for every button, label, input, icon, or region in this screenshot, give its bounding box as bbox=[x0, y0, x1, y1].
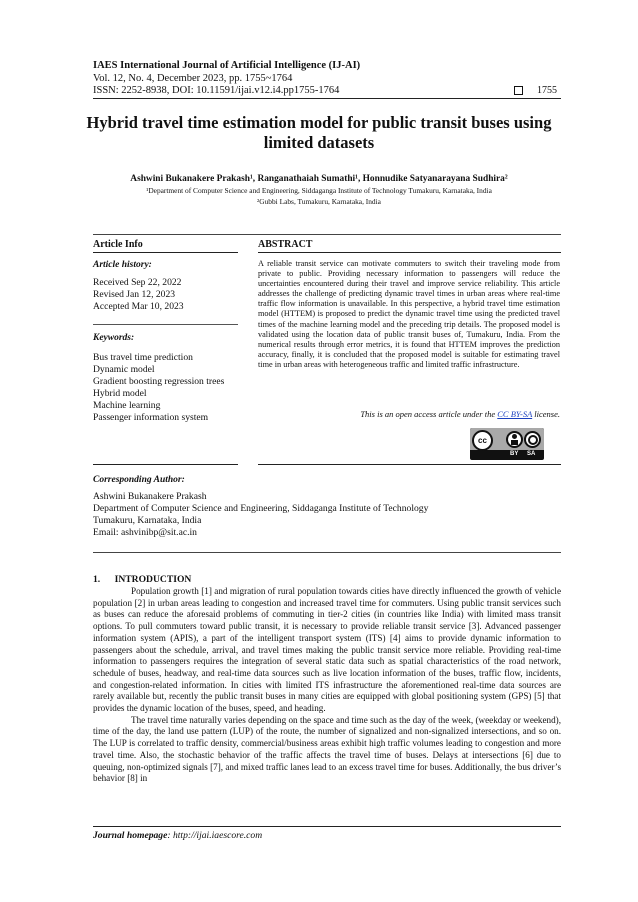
page-reference bbox=[514, 85, 557, 96]
header-rule bbox=[93, 98, 561, 99]
badge-by-label: BY bbox=[510, 451, 519, 457]
journal-header bbox=[93, 60, 360, 98]
intro-paragraph: Population growth [1] and migration of rural population towards cities have directly influenced the growth of vehicle population [2] in urban areas leading to congestion and increased travel time for commuters. Using public transit services such as buses can reduce the aforesaid problems of commuting in tier-2 cities (in countries like India) with limited mass transit options. To pull commuters toward public transit, it is necessary to provide reliable transit service [3]. Advanced passenger information system (APIS), a part of the intelligent transport system (ITS) [4] aims to provide dynamic information to passengers about the schedule, arrival, and travel times making the public transit service more reliable. Providing real-time information to passengers requires the integration of several static data such as spatial characteristics of the road network, schedule of buses, headway, and real-time data sources such as live location information of the buses, traffic flow, incidents, and congestion-related information. In cities with limited ITS infrastructure the aforementioned real-time data sources are rarely available but, recently the public transit buses in many cities are equipped with global positioning system (GPS) [5] that provides the dynamic location of the buses, speed, and heading. bbox=[93, 586, 561, 714]
affiliation-2: ²Gubbi Labs, Tumakuru, Karnataka, India bbox=[257, 197, 381, 206]
keywords-list bbox=[93, 352, 233, 424]
introduction-heading: 1. INTRODUCTION bbox=[93, 574, 192, 585]
keyword-item: Passenger information system bbox=[93, 412, 209, 423]
corresponding-rule bbox=[93, 552, 561, 553]
corresponding-name: Ashwini Bukanakere Prakash bbox=[93, 491, 207, 502]
author-list: Ashwini Bukanakere Prakash¹, Ranganathaiah Sumathi¹, Honnudike Satyanarayana Sudhira² bbox=[130, 174, 508, 184]
page-number: 1755 bbox=[537, 85, 557, 96]
accepted-date: Accepted Mar 10, 2023 bbox=[93, 301, 184, 312]
keyword-item: Bus travel time prediction bbox=[93, 352, 193, 363]
corresponding-heading: Corresponding Author: bbox=[93, 475, 185, 485]
intro-paragraph: The travel time naturally varies depending on the space and time such as the day of the week, (weekday or weekend), time of the day, the land use pattern (LUP) of the route, the number of signalized and non-signalized intersections, and so on. The LUP is correlated to traffic density, commercial/business areas exhibit high traffic volumes leading to congestion and more travel time. Also, the stochastic behavior of the traffic affects the travel time of buses. Delays at intersections [6] due to queuing, non-optimized signals [7], and mixed traffic lanes lead to an excess travel time for buses. Additionally, the bus driver’s behavior [8] in bbox=[93, 714, 561, 784]
journal-name: IAES International Journal of Artificial Intelligence (IJ-AI) bbox=[93, 60, 361, 71]
license-line bbox=[258, 409, 560, 419]
history-list bbox=[93, 277, 184, 313]
keyword-item: Hybrid model bbox=[93, 388, 147, 399]
homepage-url: : http://ijai.iaescore.com bbox=[167, 830, 263, 841]
license-suffix: license. bbox=[532, 409, 560, 419]
journal-homepage[interactable] bbox=[93, 830, 262, 841]
cc-icon: cc bbox=[472, 430, 493, 451]
share-alike-icon bbox=[524, 431, 541, 448]
section-top-rule bbox=[93, 234, 561, 235]
abstract-text: A reliable transit service can motivate commuters to switch their traveling mode from private to public. Providing necessary information to passengers will reduce the uncertainties encountered during their travel and improve service reliability. This article addresses the challenge of predicting dynamic travel times in urban areas where real-time traffic flow information is unavailable. In this perspective, a hybrid travel time estimation model (HTTEM) is proposed to predict the dynamic travel time using the predicted travel times of the machine learning model and the preceding trip details. The proposed model is validated using the location data of public transit buses of, Tumakuru, India. From the numerical results through error metrics, it is found that HTTEM improves the prediction accuracy, finally, it is concluded that the proposed model is suitable for estimating travel time in urban areas with heterogeneous traffic and limited traffic infrastructure. bbox=[258, 259, 560, 369]
issn-line: ISSN: 2252-8938, DOI: 10.11591/ijai.v12.i4.pp1755-1764 bbox=[93, 85, 340, 96]
keyword-item: Machine learning bbox=[93, 400, 161, 411]
info-bottom-rule bbox=[93, 464, 238, 465]
keywords-heading: Keywords: bbox=[93, 333, 135, 343]
corresponding-city: Tumakuru, Karnataka, India bbox=[93, 515, 202, 526]
corresponding-email: Email: ashvinibp@sit.ac.in bbox=[93, 527, 197, 538]
corresponding-block bbox=[93, 491, 428, 539]
volume-line: Vol. 12, No. 4, December 2023, pp. 1755~1764 bbox=[93, 72, 293, 84]
revised-date: Revised Jan 12, 2023 bbox=[93, 289, 176, 300]
cc-by-sa-link[interactable]: CC BY-SA bbox=[497, 409, 533, 419]
homepage-label: Journal homepage bbox=[93, 830, 168, 841]
abstract-heading-rule bbox=[258, 252, 561, 253]
keyword-item: Gradient boosting regression trees bbox=[93, 376, 225, 387]
square-icon bbox=[514, 86, 523, 95]
paper-title: Hybrid travel time estimation model for public transit buses using limited datasets bbox=[86, 113, 552, 152]
abstract-bottom-rule bbox=[258, 464, 561, 465]
received-date: Received Sep 22, 2022 bbox=[93, 277, 182, 288]
by-person-icon bbox=[506, 431, 523, 448]
article-info-heading: Article Info bbox=[93, 239, 143, 250]
affiliation-1: ¹Department of Computer Science and Engineering, Siddaganga Institute of Technology Tumakuru, Karnataka, India bbox=[146, 186, 492, 195]
abstract-heading: ABSTRACT bbox=[258, 239, 313, 250]
history-heading: Article history: bbox=[93, 260, 152, 270]
footer-rule bbox=[93, 826, 561, 827]
badge-sa-label: SA bbox=[527, 451, 536, 457]
corresponding-dept: Department of Computer Science and Engineering, Siddaganga Institute of Technology bbox=[93, 503, 429, 514]
license-prefix: This is an open access article under the bbox=[360, 409, 498, 419]
info-heading-rule bbox=[93, 252, 238, 253]
history-rule bbox=[93, 324, 238, 325]
cc-license-badge[interactable] bbox=[470, 428, 544, 460]
keyword-item: Dynamic model bbox=[93, 364, 155, 375]
introduction-body bbox=[93, 586, 561, 785]
